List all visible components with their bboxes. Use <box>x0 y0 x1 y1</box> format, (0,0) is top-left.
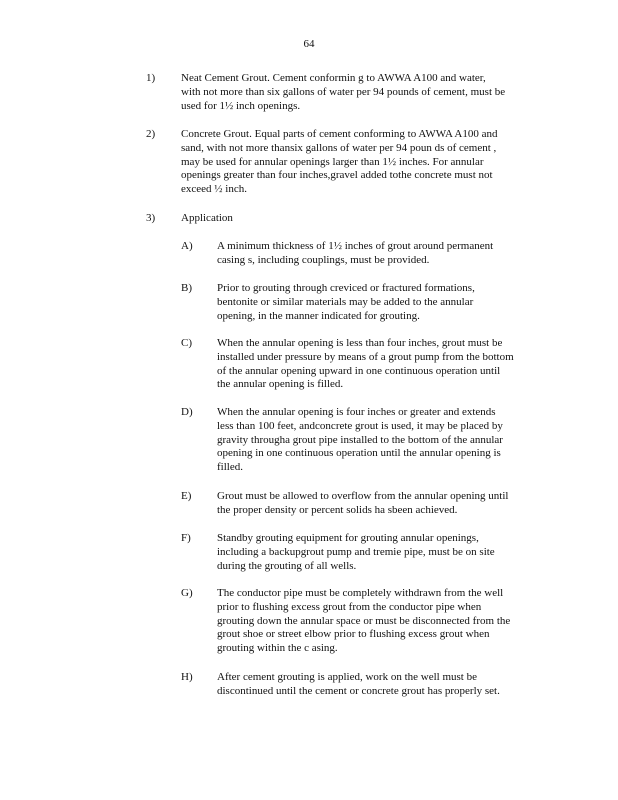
text-line: The conductor pipe must be completely withdrawn from the well <box>217 587 504 599</box>
item-number: 1) <box>146 72 156 84</box>
text-line: installed under pressure by means of a grout pump from the bottom <box>217 350 514 363</box>
text-line: grouting down the annular space or must be disconnected from the <box>217 614 511 627</box>
text-line: exceed ½ inch. <box>181 183 247 196</box>
sub-item-letter: F) <box>181 532 191 544</box>
item-heading <box>181 212 541 226</box>
item-text <box>181 128 541 197</box>
sub-item-letter: B) <box>181 282 192 294</box>
text-line: A minimum thickness of 1½ inches of grout around permanent <box>217 240 494 252</box>
text-line: casing s, including couplings, must be provided. <box>217 253 430 266</box>
text-line: When the annular opening is four inches or greater and extends <box>217 406 496 418</box>
item-number: 3) <box>146 212 156 224</box>
sub-item-text <box>217 671 539 699</box>
text-line: the proper density or percent solids ha sbeen achieved. <box>217 503 458 516</box>
text-line: less than 100 feet, andconcrete grout is used, it may be placed by <box>217 419 503 432</box>
text-line: the annular opening is filled. <box>217 378 344 391</box>
sub-item-text <box>217 587 539 656</box>
text-line: including a backupgrout pump and tremie pipe, must be on site <box>217 545 495 558</box>
text-line: Grout must be allowed to overflow from the annular opening until <box>217 490 509 502</box>
sub-item-text <box>217 240 539 268</box>
sub-item-letter: G) <box>181 587 193 599</box>
text-line: grout shoe or street elbow prior to flushing excess grout when <box>217 628 490 641</box>
text-line: discontinued until the cement or concrete grout has properly set. <box>217 684 500 697</box>
sub-item-text <box>217 337 539 392</box>
page-number: 64 <box>303 38 315 50</box>
sub-item-letter: A) <box>181 240 193 252</box>
text-line: openings greater than four inches,gravel added tothe concrete must not <box>181 169 493 182</box>
text-line: opening in one continuous operation until the annular opening is <box>217 447 501 460</box>
text-line: Prior to grouting through creviced or fractured formations, <box>217 282 475 294</box>
text-line: filled. <box>217 461 243 474</box>
text-line: grouting within the c asing. <box>217 642 338 655</box>
text-line: Neat Cement Grout. Cement conformin g to AWWA A100 and water, <box>181 72 486 84</box>
item-number: 2) <box>146 128 156 140</box>
text-line: opening, in the manner indicated for grouting. <box>217 309 420 322</box>
text-line: gravity througha grout pipe installed to the bottom of the annular <box>217 433 503 446</box>
text-line: prior to flushing excess grout from the conductor pipe when <box>217 600 482 613</box>
section-heading: Application <box>181 212 233 224</box>
sub-item-text <box>217 532 539 573</box>
text-line: Concrete Grout. Equal parts of cement conforming to AWWA A100 and <box>181 128 498 140</box>
text-line: used for 1½ inch openings. <box>181 99 301 112</box>
sub-item-letter: E) <box>181 490 192 502</box>
sub-item-letter: C) <box>181 337 192 349</box>
text-line: sand, with not more thansix gallons of water per 94 poun ds of cement , <box>181 141 497 154</box>
sub-item-text <box>217 406 539 475</box>
text-line: After cement grouting is applied, work on the well must be <box>217 671 477 683</box>
item-text <box>181 72 541 113</box>
sub-item-letter: D) <box>181 406 193 418</box>
text-line: of the annular opening upward in one continuous operation until <box>217 364 501 377</box>
text-line: Standby grouting equipment for grouting annular openings, <box>217 532 479 544</box>
text-line: with not more than six gallons of water per 94 pounds of cement, must be <box>181 85 506 98</box>
text-line: may be used for annular openings larger than 1½ inches. For annular <box>181 155 484 168</box>
text-line: When the annular opening is less than four inches, grout must be <box>217 337 503 349</box>
text-line: during the grouting of all wells. <box>217 559 357 572</box>
text-line: bentonite or similar materials may be added to the annular <box>217 295 474 308</box>
sub-item-letter: H) <box>181 671 193 683</box>
sub-item-text <box>217 490 539 518</box>
sub-item-text <box>217 282 539 323</box>
